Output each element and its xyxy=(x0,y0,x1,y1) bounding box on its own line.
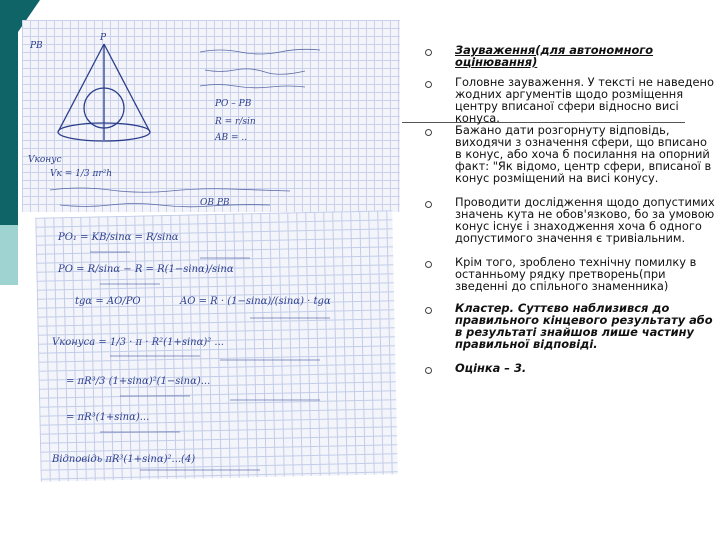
hw-top-label: РВ xyxy=(30,41,43,51)
hw-top-label: PO – PB xyxy=(215,99,252,109)
hw-bottom-line: = πR³/3 (1+sinα)²(1−sinα)... xyxy=(66,376,211,387)
hw-bottom-line: Vконуса = 1/3 · π · R²(1+sinα)² ... xyxy=(52,337,224,348)
bullet-icon xyxy=(425,367,432,374)
bullet-icon xyxy=(425,261,432,268)
list-item xyxy=(425,196,715,256)
bullet-icon xyxy=(425,307,432,314)
list-item xyxy=(425,76,715,124)
hw-bottom-line: AO = R · (1−sinα)/(sinα) · tgα xyxy=(180,296,331,307)
remark-text: Бажано дати розгорнуту відповідь, виходячи з означення сфери, що вписано в конус, або хоча б посилання на опорний факт: "Як відомо, центр сфери, вписаної в конус розміщений на висі конусу. xyxy=(455,123,712,185)
bullet-icon xyxy=(425,201,432,208)
hw-top-label: Р xyxy=(100,33,107,43)
remarks-heading: Зауваження(для автономного оцінювання) xyxy=(455,43,654,69)
remarks-list xyxy=(425,44,715,376)
list-item xyxy=(425,124,715,196)
cone-sketch xyxy=(58,44,150,141)
hw-top-label: Vк = 1/3 πr²h xyxy=(50,169,113,179)
remark-text: Проводити дослідження щодо допустимих значень кута не обов'язково, бо за умовою конус існує і знаходження хоча б одного допустимого значення є тривіальним. xyxy=(455,195,715,245)
list-item xyxy=(425,302,715,362)
hw-bottom-line: PO₁ = KB/sinα = R/sinα xyxy=(58,232,179,243)
remark-text: Крім того, зроблено технічну помилку в останньому рядку претворень(при зведенні до спільного знаменника) xyxy=(455,255,697,293)
hw-top-label: OB PB xyxy=(200,198,230,208)
list-item xyxy=(425,44,715,76)
list-item xyxy=(425,362,715,376)
hw-bottom-line: Відповідь πR³(1+sinα)²...(4) xyxy=(52,454,196,465)
list-item xyxy=(425,256,715,302)
bullet-icon xyxy=(425,81,432,88)
bullet-icon xyxy=(425,129,432,136)
hw-bottom-line: = πR³(1+sinα)... xyxy=(66,412,150,423)
grade-text: Оцінка – 3. xyxy=(455,361,527,375)
hw-top-label: Vконус xyxy=(28,155,62,165)
remark-text: Головне зауваження. У тексті не наведено жодних аргументів щодо розміщення центру вписаної сфери відносно висі конуса. xyxy=(455,75,714,125)
hw-top-label: R = r/sin xyxy=(215,117,256,127)
cluster-text: Кластер. Суттєво наблизився до правильного кінцевого результату або в результаті знайшов лише частину правильної відповіді. xyxy=(455,301,713,351)
hw-bottom-line: tgα = AO/PO xyxy=(75,296,141,307)
bullet-icon xyxy=(425,49,432,56)
hw-bottom-line: PO = R/sinα − R = R(1−sinα)/sinα xyxy=(58,264,234,275)
hw-top-label: AB = .. xyxy=(215,133,248,143)
